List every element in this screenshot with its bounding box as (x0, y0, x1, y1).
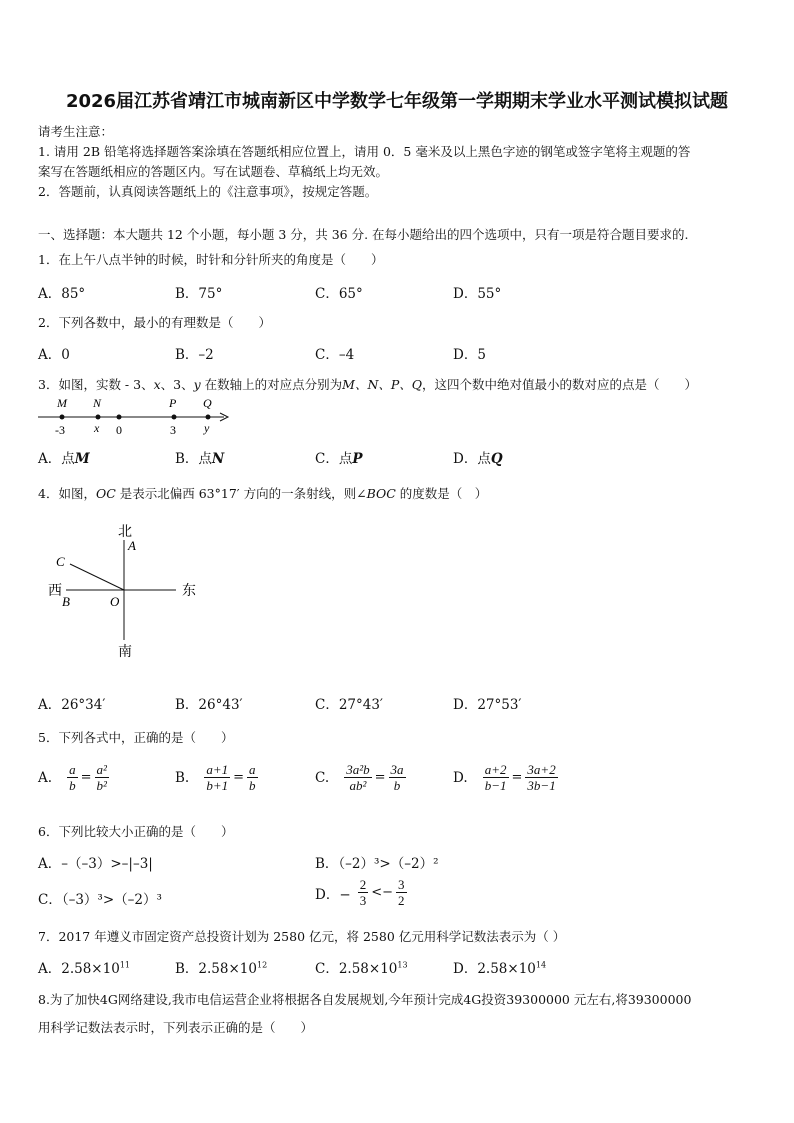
q7-option-a[interactable]: A．$2.58\times 10^{11}$ (38, 960, 130, 977)
point-n-dot (96, 415, 101, 420)
q5-stem: 5．下列各式中，正确的是（ ） (38, 730, 234, 745)
origin-dot (117, 415, 122, 420)
page-title: 2026届江苏省靖江市城南新区中学数学七年级第一学期期末学业水平测试模拟试题 (65, 91, 729, 112)
value-x: x (94, 421, 100, 435)
q2-option-a[interactable]: A．0 (38, 347, 70, 363)
fraction: $\frac{\text{a²}}{\text{b²}}$ (96, 762, 107, 793)
q3-option-d[interactable]: D．点Q (453, 451, 503, 467)
q8-stem-line-2: 用科学记数法表示时，下列表示正确的是（ ） (38, 1020, 314, 1035)
fraction: $\frac{\text{3a²b}}{\text{ab²}}$ (346, 762, 370, 793)
point-q-dot (206, 415, 211, 420)
q1-option-b[interactable]: B．75° (175, 286, 223, 302)
q4-option-d[interactable]: D．27°53′ (453, 697, 522, 713)
label-n: N (93, 396, 102, 410)
label-c: C (56, 554, 65, 569)
label-east: 东 (182, 584, 196, 599)
number-line-figure (36, 393, 236, 439)
q2-stem: 2．下列各数中，最小的有理数是（ ） (38, 315, 271, 330)
q6-option-d[interactable]: D．− $\frac{2}{3}$ <− $\frac{3}{2}$ (315, 877, 405, 908)
q6-option-c[interactable]: C．（–3）³>（–2）³ (38, 892, 162, 908)
ray-oc (70, 564, 124, 590)
label-south: 南 (118, 645, 132, 660)
notice-line-2: 2．答题前，认真阅读答题纸上的《注意事项》，按规定答题。 (38, 184, 378, 199)
q4-option-a[interactable]: A．26°34′ (38, 697, 106, 713)
point-m-dot (60, 415, 65, 420)
q4-option-c[interactable]: C．27°43′ (315, 697, 384, 713)
q5-option-c[interactable]: C. $\frac{\text{3a²b}}{\text{ab²}}$ = $\frac{3a}{b}$ (315, 762, 404, 793)
q6-option-b[interactable]: B．（–2）³>（–2）² (315, 856, 439, 872)
fraction: $\frac{3}{2}$ (398, 877, 405, 908)
fraction: $\frac{a+2}{b-1}$ (484, 762, 507, 793)
point-p-dot (172, 415, 177, 420)
q5-option-a[interactable]: A. $\frac{a}{b}$ = $\frac{\text{a²}}{\text{b²}}$ (38, 762, 107, 793)
q4-stem: 4．如图，OC 是表示北偏西 63°17′ 方向的一条射线，则∠BOC 的度数是（ ） (38, 486, 488, 501)
label-north: 北 (118, 525, 132, 540)
value-0: 0 (116, 423, 122, 437)
fraction: $\frac{2}{3}$ (359, 877, 367, 908)
label-o: O (110, 594, 120, 609)
section-heading: 一、选择题：本大题共 12 个小题，每小题 3 分，共 36 分. 在每小题给出的四个选项中，只有一项是符合题目要求的. (38, 227, 689, 242)
value-neg3: -3 (55, 423, 65, 437)
fraction: $\frac{a+1}{b+1}$ (206, 762, 229, 793)
fraction: $\frac{3a}{b}$ (390, 762, 404, 793)
fraction: $\frac{a}{b}$ (249, 762, 256, 793)
q7-stem: 7．2017 年遵义市固定资产总投资计划为 2580 亿元，将 2580 亿元用科学记数法表示为（ ） (38, 929, 566, 944)
value-3: 3 (170, 423, 176, 437)
fraction: $\frac{a}{b}$ (69, 762, 76, 793)
q7-option-b[interactable]: B．$2.58\times 10^{12}$ (175, 960, 268, 977)
q2-option-d[interactable]: D．5 (453, 347, 486, 363)
q6-option-a[interactable]: A．–（–3）>–|–3| (38, 856, 153, 872)
q1-option-d[interactable]: D．55° (453, 286, 502, 302)
q1-option-c[interactable]: C．65° (315, 286, 363, 302)
q5-option-b[interactable]: B. $\frac{a+1}{b+1}$ = $\frac{a}{b}$ (175, 762, 256, 793)
fraction: $\frac{3a+2}{3b-1}$ (527, 762, 556, 793)
value-y: y (204, 421, 210, 435)
label-p: P (169, 396, 177, 410)
label-a: A (128, 538, 136, 553)
q6-stem: 6．下列比较大小正确的是（ ） (38, 824, 234, 839)
q4-option-b[interactable]: B．26°43′ (175, 697, 243, 713)
q1-stem: 1．在上午八点半钟的时候，时针和分针所夹的角度是（ ） (38, 252, 384, 267)
q5-option-d[interactable]: D. $\frac{a+2}{b-1}$ = $\frac{3a+2}{3b-1}$ (453, 762, 556, 793)
q8-stem-line-1: 8.为了加快4G网络建设,我市电信运营企业将根据各自发展规划,今年预计完成4G投资39300000 元左右,将39300000 (38, 992, 692, 1007)
q2-option-c[interactable]: C．–4 (315, 347, 355, 363)
compass-figure (44, 518, 214, 668)
q1-option-a[interactable]: A．85° (38, 286, 86, 302)
q7-option-d[interactable]: D．$2.58\times 10^{14}$ (453, 960, 547, 977)
notice-line-1b: 案写在答题纸相应的答题区内。写在试题卷、草稿纸上均无效。 (38, 164, 389, 179)
label-q: Q (203, 396, 212, 410)
notice-line-1a: 1. 请用 2B 铅笔将选择题答案涂填在答题纸相应位置上，请用 0．5 毫米及以上黑色字迹的钢笔或签字笔将主观题的答 (38, 144, 691, 159)
q2-option-b[interactable]: B．–2 (175, 347, 214, 363)
label-west: 西 (48, 584, 62, 599)
q3-option-a[interactable]: A．点M (38, 451, 90, 467)
label-m: M (57, 396, 67, 410)
q3-option-c[interactable]: C．点P (315, 451, 363, 467)
q3-option-b[interactable]: B．点N (175, 451, 225, 467)
label-b: B (62, 594, 70, 609)
q3-stem: 3．如图，实数 - 3、x、3、y 在数轴上的对应点分别为M、N、P、Q，这四个数中绝对值最小的数对应的点是（ ） (38, 377, 698, 392)
q7-option-c[interactable]: C．$2.58\times 10^{13}$ (315, 960, 408, 977)
notice-heading: 请考生注意： (38, 124, 114, 139)
